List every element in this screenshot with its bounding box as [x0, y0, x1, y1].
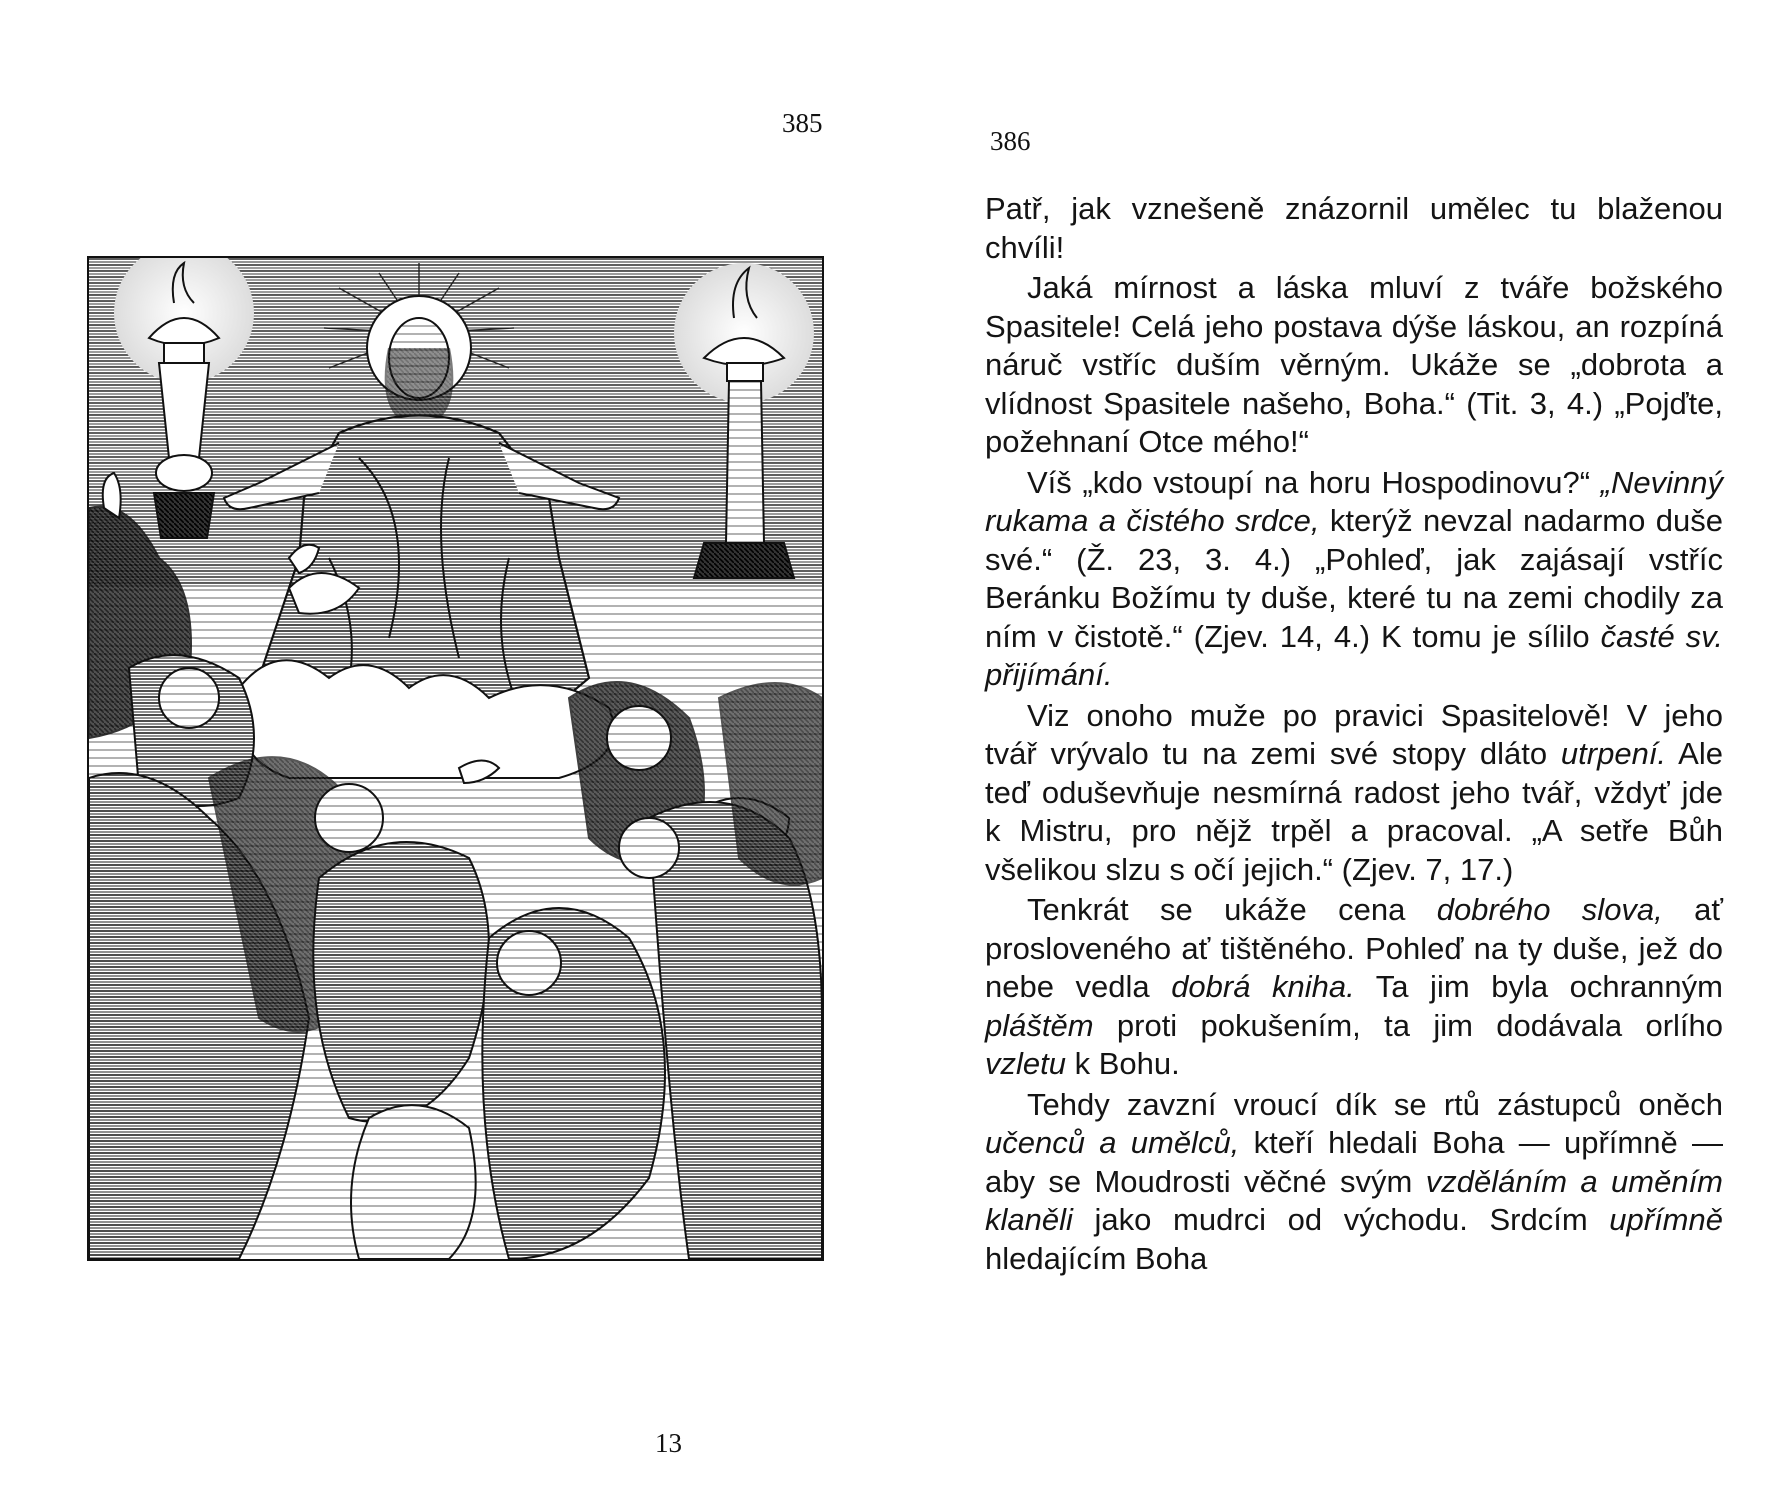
paragraph — [985, 269, 1723, 462]
paragraph — [985, 464, 1723, 695]
paragraph-text: proti pokušením, ta jim dodávala orlího — [1093, 1007, 1723, 1043]
left-page-number: 385 — [782, 108, 823, 138]
paragraph-text: Víš „kdo vstoupí na horu Hospodinovu?“ — [1027, 464, 1601, 500]
emphasis-text: vzletu — [985, 1046, 1066, 1081]
paragraph-text: Jaká mírnost a láska mluví z tváře božského Spasitele! Celá jeho postava dýše láskou, an rozpíná náruč vstříc duším věrným. Ukáže se „dobrota a vlídnost Spasitele našeho, Boha.“ (Tit. 3, 4.) „Pojďte, požehnaní Otce mého!“ — [985, 270, 1723, 459]
paragraph — [985, 1086, 1723, 1279]
body-text — [985, 190, 1723, 1280]
emphasis-text: dobrého slova, — [1436, 892, 1663, 927]
paragraph-text: Viz onoho muže po pravici Spasitelově! V jeho tvář vrývalo tu na zemi své stopy dláto — [985, 697, 1723, 771]
emphasis-text: vzděláním a uměním klaněli — [985, 1163, 1724, 1237]
emphasis-text: pláštěm — [985, 1007, 1094, 1043]
paragraph — [985, 697, 1723, 890]
paragraph-text: Patř, jak vznešeně znázornil umělec tu blaženou chvíli! — [985, 191, 1723, 265]
engraving-illustration — [87, 256, 824, 1261]
paragraph-text: kteří hledali Boha — upřímně — aby se Moudrosti věčné svým — [985, 1125, 1723, 1199]
paragraph-text: jako mudrci od východu. Srdcím — [1072, 1202, 1610, 1237]
paragraph-text: Tenkrát se ukáže cena — [1027, 892, 1437, 927]
emphasis-text: utrpení. — [1560, 736, 1667, 771]
emphasis-text: časté sv. přijímání. — [985, 618, 1723, 692]
emphasis-text: „Nevinný rukama a čistého srdce, — [985, 464, 1723, 538]
engraving-christ-enthroned-icon — [89, 258, 822, 1259]
paragraph-text: Ale teď oduševňuje nesmírná radost jeho tvář, vždyť jde k Mistru, pro nějž trpěl a pracoval. „A setře Bůh všelikou slzu s očí jejich.“ (Zjev. 7, 17.) — [985, 736, 1723, 887]
paragraph — [985, 891, 1723, 1084]
paragraph — [985, 190, 1723, 267]
paragraph-text: ať prosloveného ať tištěného. Pohleď na ty duše, jež do nebe vedla — [985, 892, 1723, 1004]
paragraph-text: k Bohu. — [1065, 1046, 1180, 1081]
paragraph-text: Tehdy zavzní vroucí dík se rtů zástupců oněch — [1027, 1086, 1723, 1122]
signature-mark: 13 — [655, 1428, 682, 1458]
emphasis-text: učenců a umělců, — [985, 1125, 1240, 1160]
paragraph-text: Ta jim byla ochranným — [1354, 969, 1723, 1004]
right-page-number: 386 — [990, 126, 1031, 156]
emphasis-text: upřímně — [1609, 1202, 1723, 1237]
paragraph-text: kterýž nevzal nadarmo duše své.“ (Ž. 23, 3. 4.) „Pohleď, jak zajásají vstříc Beránku Božímu ty duše, které tu na zemi chodily za ním v čistotě.“ (Zjev. 14, 4.) K tomu je sílilo — [985, 503, 1724, 654]
emphasis-text: dobrá kniha. — [1171, 969, 1355, 1004]
paragraph-text: hledajícím Boha — [985, 1240, 1208, 1276]
